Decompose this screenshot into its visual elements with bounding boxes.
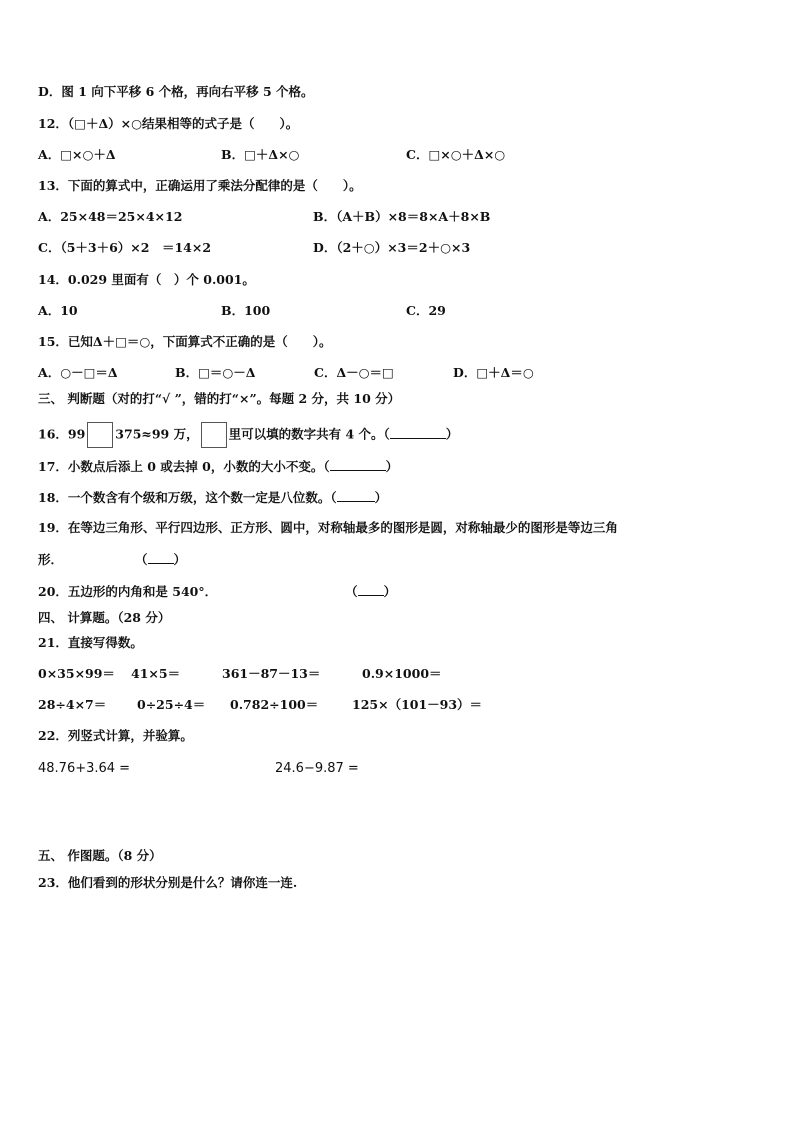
q19-answer-blank[interactable] (148, 551, 174, 564)
q19-paren-open: （ (135, 552, 148, 567)
q16-middle-text: 375≈99 万， (115, 426, 199, 442)
q13-option-d: D．（2＋○）×3＝2＋○×3 (313, 240, 471, 255)
q14-stem: 14．0.029 里面有（ ）个 0.001。 (38, 272, 255, 287)
section-4-title: 四、 计算题。（28 分） (38, 610, 171, 625)
q13-option-a: A．25×48＝25×4×12 (38, 209, 183, 224)
q21-row1-item-3: 361－87－13＝ (222, 666, 321, 681)
q17-answer-blank[interactable] (330, 458, 386, 471)
q22-expression-1: 48.76+3.64 = (38, 761, 131, 776)
q15-option-d: D．□＋Δ＝○ (453, 365, 534, 380)
q14-option-c: C．29 (406, 303, 446, 318)
q21-row1-item-1: 0×35×99＝ (38, 666, 115, 681)
q21-row2-item-1: 28÷4×7＝ (38, 697, 107, 712)
q12-option-a: A．□×○＋Δ (38, 147, 116, 162)
q17-paren-close: ） (385, 459, 399, 474)
q16-line (38, 422, 458, 448)
q20-paren-close: ） (383, 584, 397, 599)
q13-option-b: B．（A＋B）×8＝8×A＋8×B (313, 209, 491, 224)
q20-line (38, 583, 396, 600)
section-3-title: 三、 判断题（对的打“√ ”，错的打“×”。每题 2 分，共 10 分） (38, 391, 401, 406)
q18-line (38, 489, 387, 506)
q21-row2-item-4: 125×（101－93）＝ (352, 697, 483, 712)
section-5-title: 五、 作图题。（8 分） (38, 848, 162, 863)
q13-option-c: C．（5＋3＋6）×2 ＝14×2 (38, 240, 212, 255)
q22-stem: 22．列竖式计算，并验算。 (38, 728, 193, 743)
q21-stem: 21．直接写得数。 (38, 635, 143, 650)
q16-end-text: 里可以填的数字共有 4 个。（ (228, 426, 390, 442)
q15-option-a: A．○－□＝Δ (38, 365, 118, 380)
q16-blank-box-2[interactable] (201, 422, 227, 448)
q17-line (38, 458, 398, 475)
q18-text: 18．一个数含有个级和万级，这个数一定是八位数。（ (38, 490, 337, 505)
q17-text: 17．小数点后添上 0 或去掉 0，小数的大小不变。（ (38, 459, 330, 474)
q21-row1-item-2: 41×5＝ (131, 666, 181, 681)
q20-text: 20．五边形的内角和是 540°． (38, 584, 218, 599)
q19-line-2 (38, 551, 186, 568)
q21-row1-item-4: 0.9×1000＝ (362, 666, 442, 681)
q16-blank-box-1[interactable] (87, 422, 113, 448)
q13-stem: 13．下面的算式中，正确运用了乘法分配律的是（ ）。 (38, 178, 362, 193)
q19-line-1: 19．在等边三角形、平行四边形、正方形、圆中，对称轴最多的图形是圆，对称轴最少的图形是等边三角 (38, 520, 618, 535)
q23-stem: 23．他们看到的形状分别是什么？请你连一连. (38, 875, 298, 890)
q16-paren-close: ） (445, 426, 459, 442)
q19-line-2-text: 形． (38, 552, 64, 567)
q22-expression-2: 24.6−9.87 = (275, 761, 359, 776)
q18-paren-close: ） (374, 490, 388, 505)
q16-answer-blank[interactable] (390, 426, 446, 439)
q15-option-c: C．Δ－○＝□ (314, 365, 394, 380)
q15-option-b: B．□＝○－Δ (175, 365, 256, 380)
q12-option-b: B．□＋Δ×○ (221, 147, 300, 162)
q12-option-c: C．□×○＋Δ×○ (406, 147, 506, 162)
q12-stem: 12．（□＋Δ）×○结果相等的式子是（ ）。 (38, 116, 299, 131)
q11-option-d: D．图 1 向下平移 6 个格，再向右平移 5 个格。 (38, 84, 314, 99)
q20-answer-blank[interactable] (358, 583, 384, 596)
q20-paren-open: （ (345, 584, 358, 599)
q14-option-b: B．100 (221, 303, 271, 318)
q15-stem: 15．已知Δ＋□＝○，下面算式不正确的是（ ）。 (38, 334, 332, 349)
q14-option-a: A．10 (38, 303, 78, 318)
q18-answer-blank[interactable] (337, 489, 375, 502)
q21-row2-item-3: 0.782÷100＝ (230, 697, 319, 712)
q19-paren-close: ） (173, 552, 187, 567)
q16-number: 16．99 (38, 426, 86, 442)
q21-row2-item-2: 0÷25÷4＝ (137, 697, 206, 712)
